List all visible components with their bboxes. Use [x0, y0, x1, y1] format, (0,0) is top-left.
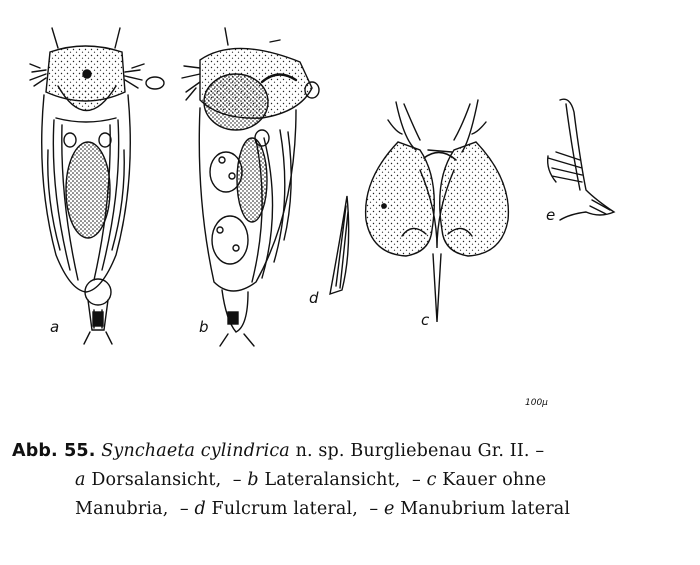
species-name: Synchaeta cylindrica [101, 441, 290, 461]
item-b-letter: b [247, 470, 259, 490]
manubrium-drawing [548, 99, 614, 220]
caption-line-1 [12, 437, 697, 466]
panel-label-a: a [50, 318, 60, 336]
caption-dash: – [179, 499, 189, 519]
figure-number: Abb. 55. [12, 441, 96, 461]
item-a-text: Dorsalansicht, [91, 470, 222, 490]
item-c-text-cont: Manubria, [75, 499, 169, 519]
rotifer-lateral-drawing [182, 28, 319, 346]
rotifer-dorsal-drawing [30, 28, 164, 344]
panel-label-b: b [199, 318, 209, 336]
panel-label-c: c [421, 311, 430, 329]
caption-dash: – [369, 499, 379, 519]
item-e-letter: e [384, 499, 395, 519]
item-d-letter: d [194, 499, 206, 519]
trophi-drawing [366, 100, 509, 322]
caption-locality: n. sp. Burgliebenau Gr. II. – [295, 441, 545, 461]
item-b-text: Lateralansicht, [264, 470, 401, 490]
scale-bar-label: 100μ [525, 398, 548, 408]
item-c-letter: c [426, 470, 437, 490]
caption-dash: – [411, 470, 421, 490]
caption-line-3 [12, 495, 697, 524]
caption-line-2 [12, 466, 697, 495]
item-c-text: Kauer ohne [442, 470, 547, 490]
item-e-text: Manubrium lateral [400, 499, 571, 519]
panel-label-d: d [309, 289, 319, 307]
item-d-text: Fulcrum lateral, [211, 499, 358, 519]
panel-label-e: e [546, 206, 556, 224]
fulcrum-drawing [330, 196, 349, 294]
figure-caption [12, 437, 697, 524]
item-a-letter: a [75, 470, 86, 490]
caption-dash: – [232, 470, 242, 490]
